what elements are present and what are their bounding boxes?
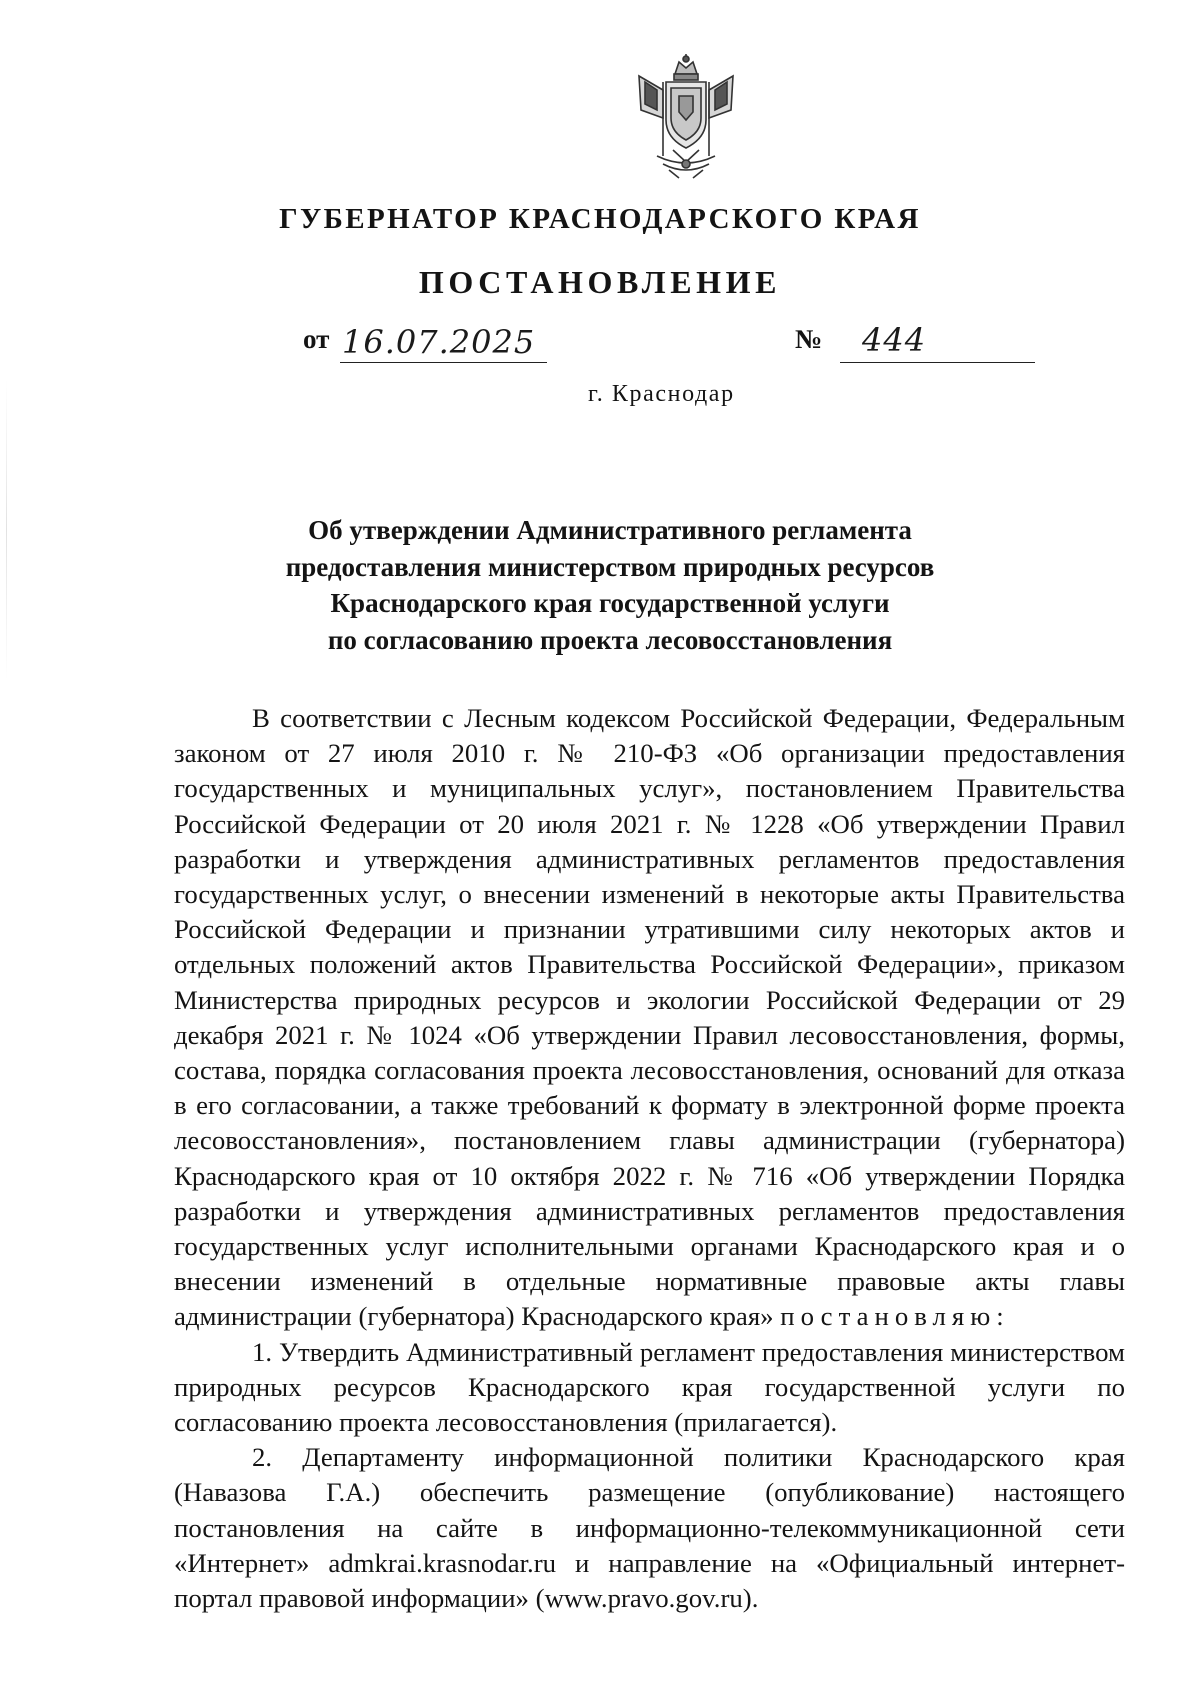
number-underline [840, 362, 1035, 363]
preamble-paragraph [174, 701, 1125, 1335]
document-title [180, 512, 1040, 658]
handwritten-number: 444 [862, 321, 927, 359]
scan-edge-artifact [6, 380, 7, 680]
date-underline [340, 362, 547, 363]
title-line: Краснодарского края государственной услуги [330, 588, 890, 618]
document-body [174, 701, 1125, 1616]
number-label: № [795, 324, 823, 354]
date-label: от [303, 324, 330, 354]
title-line: по согласованию проекта лесовосстановления [327, 624, 893, 655]
title-line: предоставления министерством природных ресурсов [285, 551, 935, 582]
resolve-word: постановляю: [780, 1301, 1010, 1332]
krasnodar-krai-coat-of-arms-icon [633, 52, 739, 184]
title-line: Об утверждении Административного регламента [308, 515, 912, 545]
item-2-paragraph: 2. Департаменту информационной политики Краснодарского края (Навазова Г.А.) обеспечить размещение (опубликование) настоящего постановления на сайте в информационно-телекоммуникационной сети «Интернет» admkrai.krasnodar.ru и направление на «Официальный интернет-портал правовой информации» (www.pravo.gov.ru). [174, 1442, 1125, 1614]
document-type: ПОСТАНОВЛЕНИЕ [418, 264, 782, 300]
item-1-paragraph: 1. Утвердить Административный регламент предоставления министерством природных ресурсов Краснодарского края государственной услуги по согласованию проекта лесовосстановления (прилагается). [174, 1336, 1125, 1438]
issuing-authority: ГУБЕРНАТОР КРАСНОДАРСКОГО КРАЯ [279, 203, 921, 235]
handwritten-date: 16.07.2025 [342, 323, 536, 361]
city-line: г. Краснодар [588, 381, 735, 407]
preamble-text: В соответствии с Лесным кодексом Российской Федерации, Федеральным законом от 27 июля 2010 г. № 210-ФЗ «Об организации предоставления государственных и муниципальных услуг», постановлением Правительства Российской Федерации от 20 июля 2021 г. № 1228 «Об утверждении Правил разработки и утверждения административных регламентов предоставления государственных услуг, о внесении изменений в некоторые акты Правительства Российской Федерации и признании утратившими силу некоторых актов и отдельных положений актов Правительства Российской Федерации», приказом Министерства природных ресурсов и экологии Российской Федерации от 29 декабря 2021 г. № 1024 «Об утверждении Правил лесовосстановления, формы, состава, порядка согласования проекта лесовосстановления, оснований для отказа в его согласовании, а также требований к формату в электронной форме проекта лесовосстановления», постановлением главы администрации (губернатора) Краснодарского края от 10 октября 2022 г. № 716 «Об утверждении Порядка разработки и утверждения административных регламентов предоставления государственных услуг исполнительными органами Краснодарского края и о внесении изменений в отдельные нормативные правовые акты главы администрации (губернатора) Краснодарского края» [174, 703, 1125, 1332]
